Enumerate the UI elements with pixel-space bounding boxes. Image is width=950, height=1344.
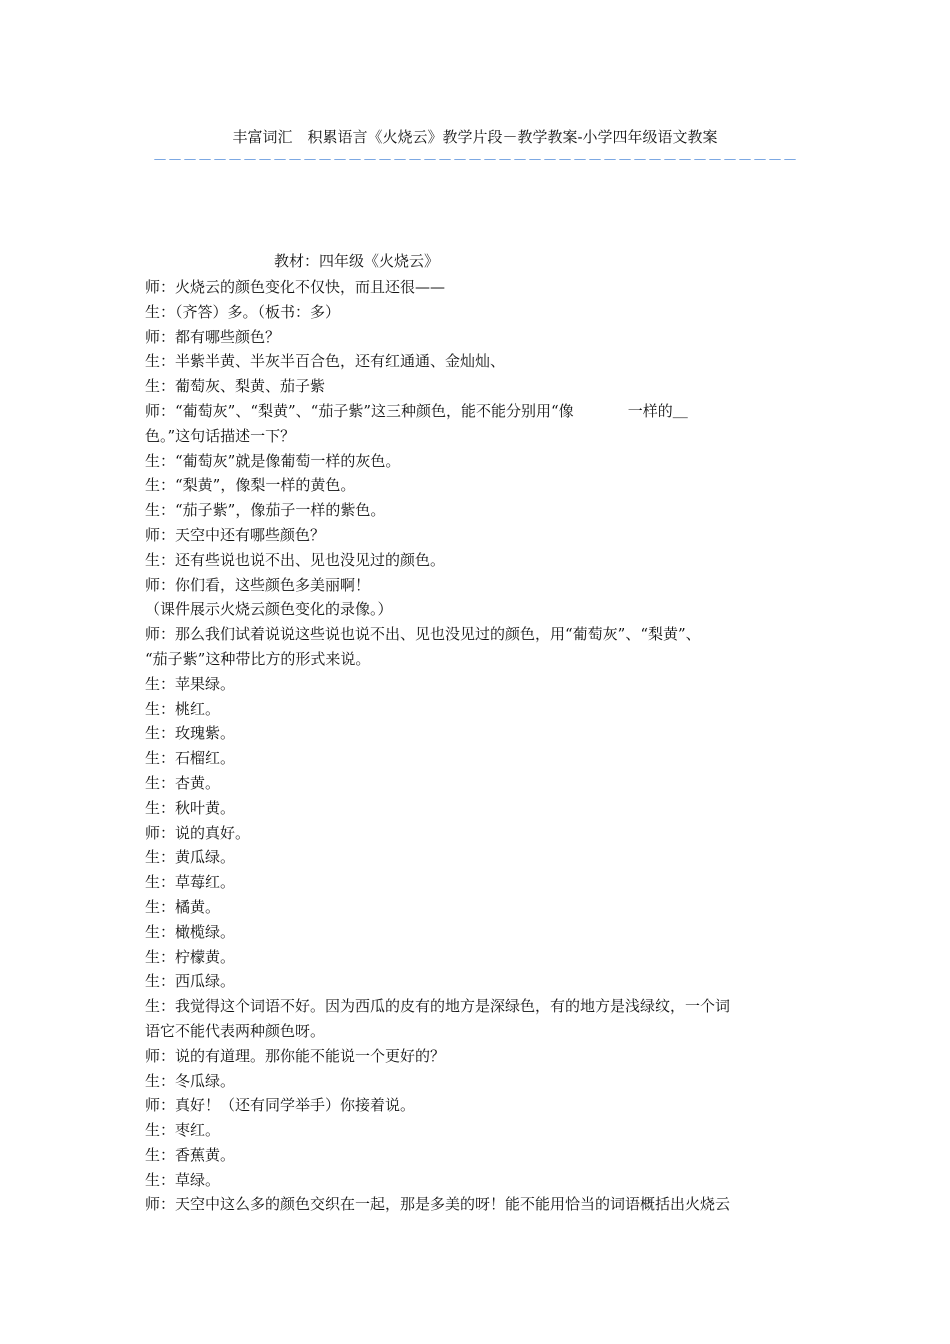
dialogue-line: 生：香蕉黄。 bbox=[145, 1145, 236, 1164]
dialogue-line: 生：草莓红。 bbox=[145, 873, 236, 892]
dialogue-line: 生：“梨黄”，像梨一样的黄色。 bbox=[145, 476, 356, 495]
dialogue-line: 生：（齐答）多。（板书：多） bbox=[145, 302, 341, 321]
dialogue-line: 师：都有哪些颜色？ bbox=[145, 327, 281, 346]
dialogue-line: 生：橘黄。 bbox=[145, 897, 221, 916]
dialogue-line: 师：真好！（还有同学举手）你接着说。 bbox=[145, 1096, 416, 1115]
dialogue-line: 色。”这句话描述一下？ bbox=[145, 426, 296, 445]
dialogue-line: 生：黄瓜绿。 bbox=[145, 848, 236, 867]
dialogue-line: 生：西瓜绿。 bbox=[145, 972, 236, 991]
dialogue-line: （课件展示火烧云颜色变化的录像。） bbox=[145, 600, 393, 619]
dialogue-line: 生：柠檬黄。 bbox=[145, 947, 236, 966]
dialogue-body bbox=[145, 275, 815, 1217]
dialogue-line-text: 师：“葡萄灰”、“梨黄”、“茄子紫”这三种颜色，能不能分别用“像 bbox=[145, 401, 574, 420]
dialogue-line-with-blank bbox=[145, 399, 815, 424]
dialogue-line: 生：草绿。 bbox=[145, 1170, 221, 1189]
dialogue-line: 生：石榴红。 bbox=[145, 749, 236, 768]
dialogue-line: 生：还有些说也说不出、见也没见过的颜色。 bbox=[145, 550, 446, 569]
dialogue-line: 生：玫瑰紫。 bbox=[145, 724, 236, 743]
dialogue-line: 生：桃红。 bbox=[145, 699, 221, 718]
dialogue-line: 师：说的有道理。那你能不能说一个更好的？ bbox=[145, 1046, 446, 1065]
title-divider: －－－－－－－－－－－－－－－－－－－－－－－－－－－－－－－－－－－－－－－－－－－ bbox=[152, 151, 798, 169]
dialogue-line: 生：杏黄。 bbox=[145, 773, 221, 792]
dialogue-line: 生：“葡萄灰”就是像葡萄一样的灰色。 bbox=[145, 451, 401, 470]
dialogue-line: 生：枣红。 bbox=[145, 1121, 221, 1140]
document-title: 丰富词汇 积累语言《火烧云》教学片段－教学教案-小学四年级语文教案 bbox=[232, 128, 718, 146]
dialogue-line: 生：冬瓜绿。 bbox=[145, 1071, 236, 1090]
dialogue-line: 生：秋叶黄。 bbox=[145, 798, 236, 817]
dialogue-line: 生：“茄子紫”，像茄子一样的紫色。 bbox=[145, 501, 386, 520]
dialogue-line: 师：火烧云的颜色变化不仅快，而且还很—— bbox=[145, 278, 446, 296]
dialogue-line: 生：葡萄灰、梨黄、茄子紫 bbox=[145, 377, 326, 396]
lesson-subtitle: 教材：四年级《火烧云》 bbox=[274, 252, 440, 270]
dialogue-line: 生：半紫半黄、半灰半百合色，还有红通通、金灿灿、 bbox=[145, 352, 506, 371]
dialogue-line: 生：橄榄绿。 bbox=[145, 922, 236, 941]
dialogue-line: 师：天空中还有哪些颜色？ bbox=[145, 525, 326, 544]
dialogue-line: 师：天空中这么多的颜色交织在一起，那是多美的呀！能不能用恰当的词语概括出火烧云 bbox=[145, 1195, 731, 1214]
dialogue-line: 生：我觉得这个词语不好。因为西瓜的皮有的地方是深绿色，有的地方是浅绿纹，一个词 bbox=[145, 997, 731, 1016]
dialogue-line-tail: 一样的＿ bbox=[627, 401, 688, 420]
dialogue-line: 语它不能代表两种颜色呀。 bbox=[145, 1021, 326, 1040]
dialogue-line: 生：苹果绿。 bbox=[145, 674, 236, 693]
dialogue-line: 师：那么我们试着说说这些说也说不出、见也没见过的颜色，用“葡萄灰”、“梨黄”、 bbox=[145, 625, 701, 644]
dialogue-line: 师：你们看，这些颜色多美丽啊！ bbox=[145, 575, 371, 594]
dialogue-line: “茄子紫”这种带比方的形式来说。 bbox=[145, 649, 371, 668]
dialogue-line: 师：说的真好。 bbox=[145, 823, 251, 842]
